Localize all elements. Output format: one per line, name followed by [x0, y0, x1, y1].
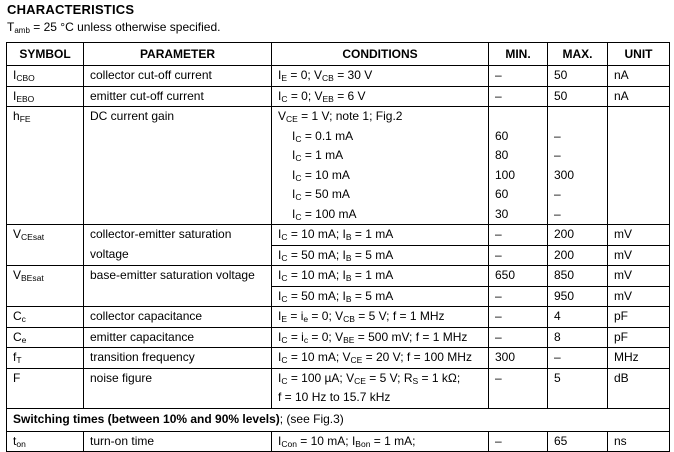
parameter-cell: turn-on time — [84, 431, 272, 452]
symbol-cell: $V_{CEsat}$ — [7, 225, 84, 266]
unit-cell: nA — [608, 66, 670, 87]
min-cell: – — [489, 225, 548, 246]
min-cell: 650 — [489, 266, 548, 287]
unit-cell: pF — [608, 327, 670, 348]
section-title: CHARACTERISTICS — [7, 2, 135, 17]
min-cell: – — [489, 286, 548, 307]
unit-cell: mV — [608, 225, 670, 246]
symbol-cell: $C_c$ — [7, 307, 84, 328]
unit-cell: mV — [608, 266, 670, 287]
symbol-cell: F — [7, 368, 84, 408]
table-row — [7, 86, 670, 107]
conditions-cell: $I_E = 0$; $V_{CB} = 30$ V — [272, 66, 489, 87]
conditions-cell: $I_{Con} = 10$ mA; $I_{Bon} = 1$ mA; — [272, 431, 489, 452]
min-cell: – — [489, 307, 548, 328]
parameter-cell: base-emitter saturation voltage — [84, 266, 272, 307]
min-cell: – — [489, 368, 548, 408]
table-row — [7, 266, 670, 287]
col-max: MAX. — [548, 43, 608, 66]
symbol-cell: $I_{EBO}$ — [7, 86, 84, 107]
max-cell: 5 — [548, 368, 608, 408]
parameter-cell: emitter capacitance — [84, 327, 272, 348]
table-row — [7, 431, 670, 452]
min-cell: – — [489, 86, 548, 107]
symbol-cell: $C_e$ — [7, 327, 84, 348]
table-row — [7, 225, 670, 246]
max-cell: – — [548, 348, 608, 369]
switching-times-heading: Switching times (between 10% and 90% levels); (see Fig.3) — [7, 408, 670, 431]
conditions-cell: $I_C = 10$ mA; $V_{CE} = 20$ V; f = 100 MHz — [272, 348, 489, 369]
min-cell: – — [489, 431, 548, 452]
table-row — [7, 327, 670, 348]
conditions-cell: $I_C = i_c = 0$; $V_{BE} = 500$ mV; f = 1 MHz — [272, 327, 489, 348]
max-cell: 50 — [548, 66, 608, 87]
parameter-cell: collector-emitter saturation voltage — [84, 225, 272, 266]
conditions-cell: $I_C = 0$; $V_{EB} = 6$ V — [272, 86, 489, 107]
symbol-cell: $I_{CBO}$ — [7, 66, 84, 87]
unit-cell: nA — [608, 86, 670, 107]
unit-cell: mV — [608, 245, 670, 266]
symbol-cell: $f_T$ — [7, 348, 84, 369]
min-cell: 60 80 100 60 30 — [489, 107, 548, 225]
max-cell: 850 — [548, 266, 608, 287]
col-parameter: PARAMETER — [84, 43, 272, 66]
table-row — [7, 66, 670, 87]
table-row — [7, 307, 670, 328]
unit-cell: dB — [608, 368, 670, 408]
characteristics-table — [6, 42, 670, 452]
max-cell: 65 — [548, 431, 608, 452]
col-conditions: CONDITIONS — [272, 43, 489, 66]
conditions-cell: $V_{CE} = 1$ V; note 1; Fig.2 $I_C = 0.1$ mA $I_C = 1$ mA $I_C = 10$ mA $I_C = 50$ mA $I_C = 100$ mA — [272, 107, 489, 225]
min-cell: – — [489, 66, 548, 87]
symbol-cell: $t_{on}$ — [7, 431, 84, 452]
conditions-cell: $I_C = 50$ mA; $I_B = 5$ mA — [272, 286, 489, 307]
parameter-cell: emitter cut-off current — [84, 86, 272, 107]
max-cell: 200 — [548, 225, 608, 246]
table-row — [7, 107, 670, 225]
max-cell: 200 — [548, 245, 608, 266]
parameter-cell: collector cut-off current — [84, 66, 272, 87]
max-cell: 50 — [548, 86, 608, 107]
max-cell: 950 — [548, 286, 608, 307]
min-cell: 300 — [489, 348, 548, 369]
table-row — [7, 368, 670, 408]
max-cell: 4 — [548, 307, 608, 328]
section-row — [7, 408, 670, 431]
conditions-cell: $I_C = 10$ mA; $I_B = 1$ mA — [272, 266, 489, 287]
conditions-note: $T_{amb} = 25$ °C unless otherwise specified. — [7, 20, 221, 35]
table-header-row — [7, 43, 670, 66]
unit-cell: ns — [608, 431, 670, 452]
col-min: MIN. — [489, 43, 548, 66]
parameter-cell: transition frequency — [84, 348, 272, 369]
conditions-cell: $I_C = 10$ mA; $I_B = 1$ mA — [272, 225, 489, 246]
unit-cell — [608, 107, 670, 225]
min-cell: – — [489, 327, 548, 348]
unit-cell: mV — [608, 286, 670, 307]
parameter-cell: DC current gain — [84, 107, 272, 225]
parameter-cell: noise figure — [84, 368, 272, 408]
unit-cell: pF — [608, 307, 670, 328]
col-symbol: SYMBOL — [7, 43, 84, 66]
symbol-cell: $V_{BEsat}$ — [7, 266, 84, 307]
min-cell: – — [489, 245, 548, 266]
conditions-cell: $I_E = i_e = 0$; $V_{CB} = 5$ V; f = 1 MHz — [272, 307, 489, 328]
max-cell: 8 — [548, 327, 608, 348]
symbol-cell: $h_{FE}$ — [7, 107, 84, 225]
conditions-cell: $I_C = 100$ µA; $V_{CE} = 5$ V; $R_S = 1$ kΩ; f = 10 Hz to 15.7 kHz — [272, 368, 489, 408]
unit-cell: MHz — [608, 348, 670, 369]
col-unit: UNIT — [608, 43, 670, 66]
conditions-cell: $I_C = 50$ mA; $I_B = 5$ mA — [272, 245, 489, 266]
max-cell: – – 300 – – — [548, 107, 608, 225]
parameter-cell: collector capacitance — [84, 307, 272, 328]
table-row — [7, 348, 670, 369]
